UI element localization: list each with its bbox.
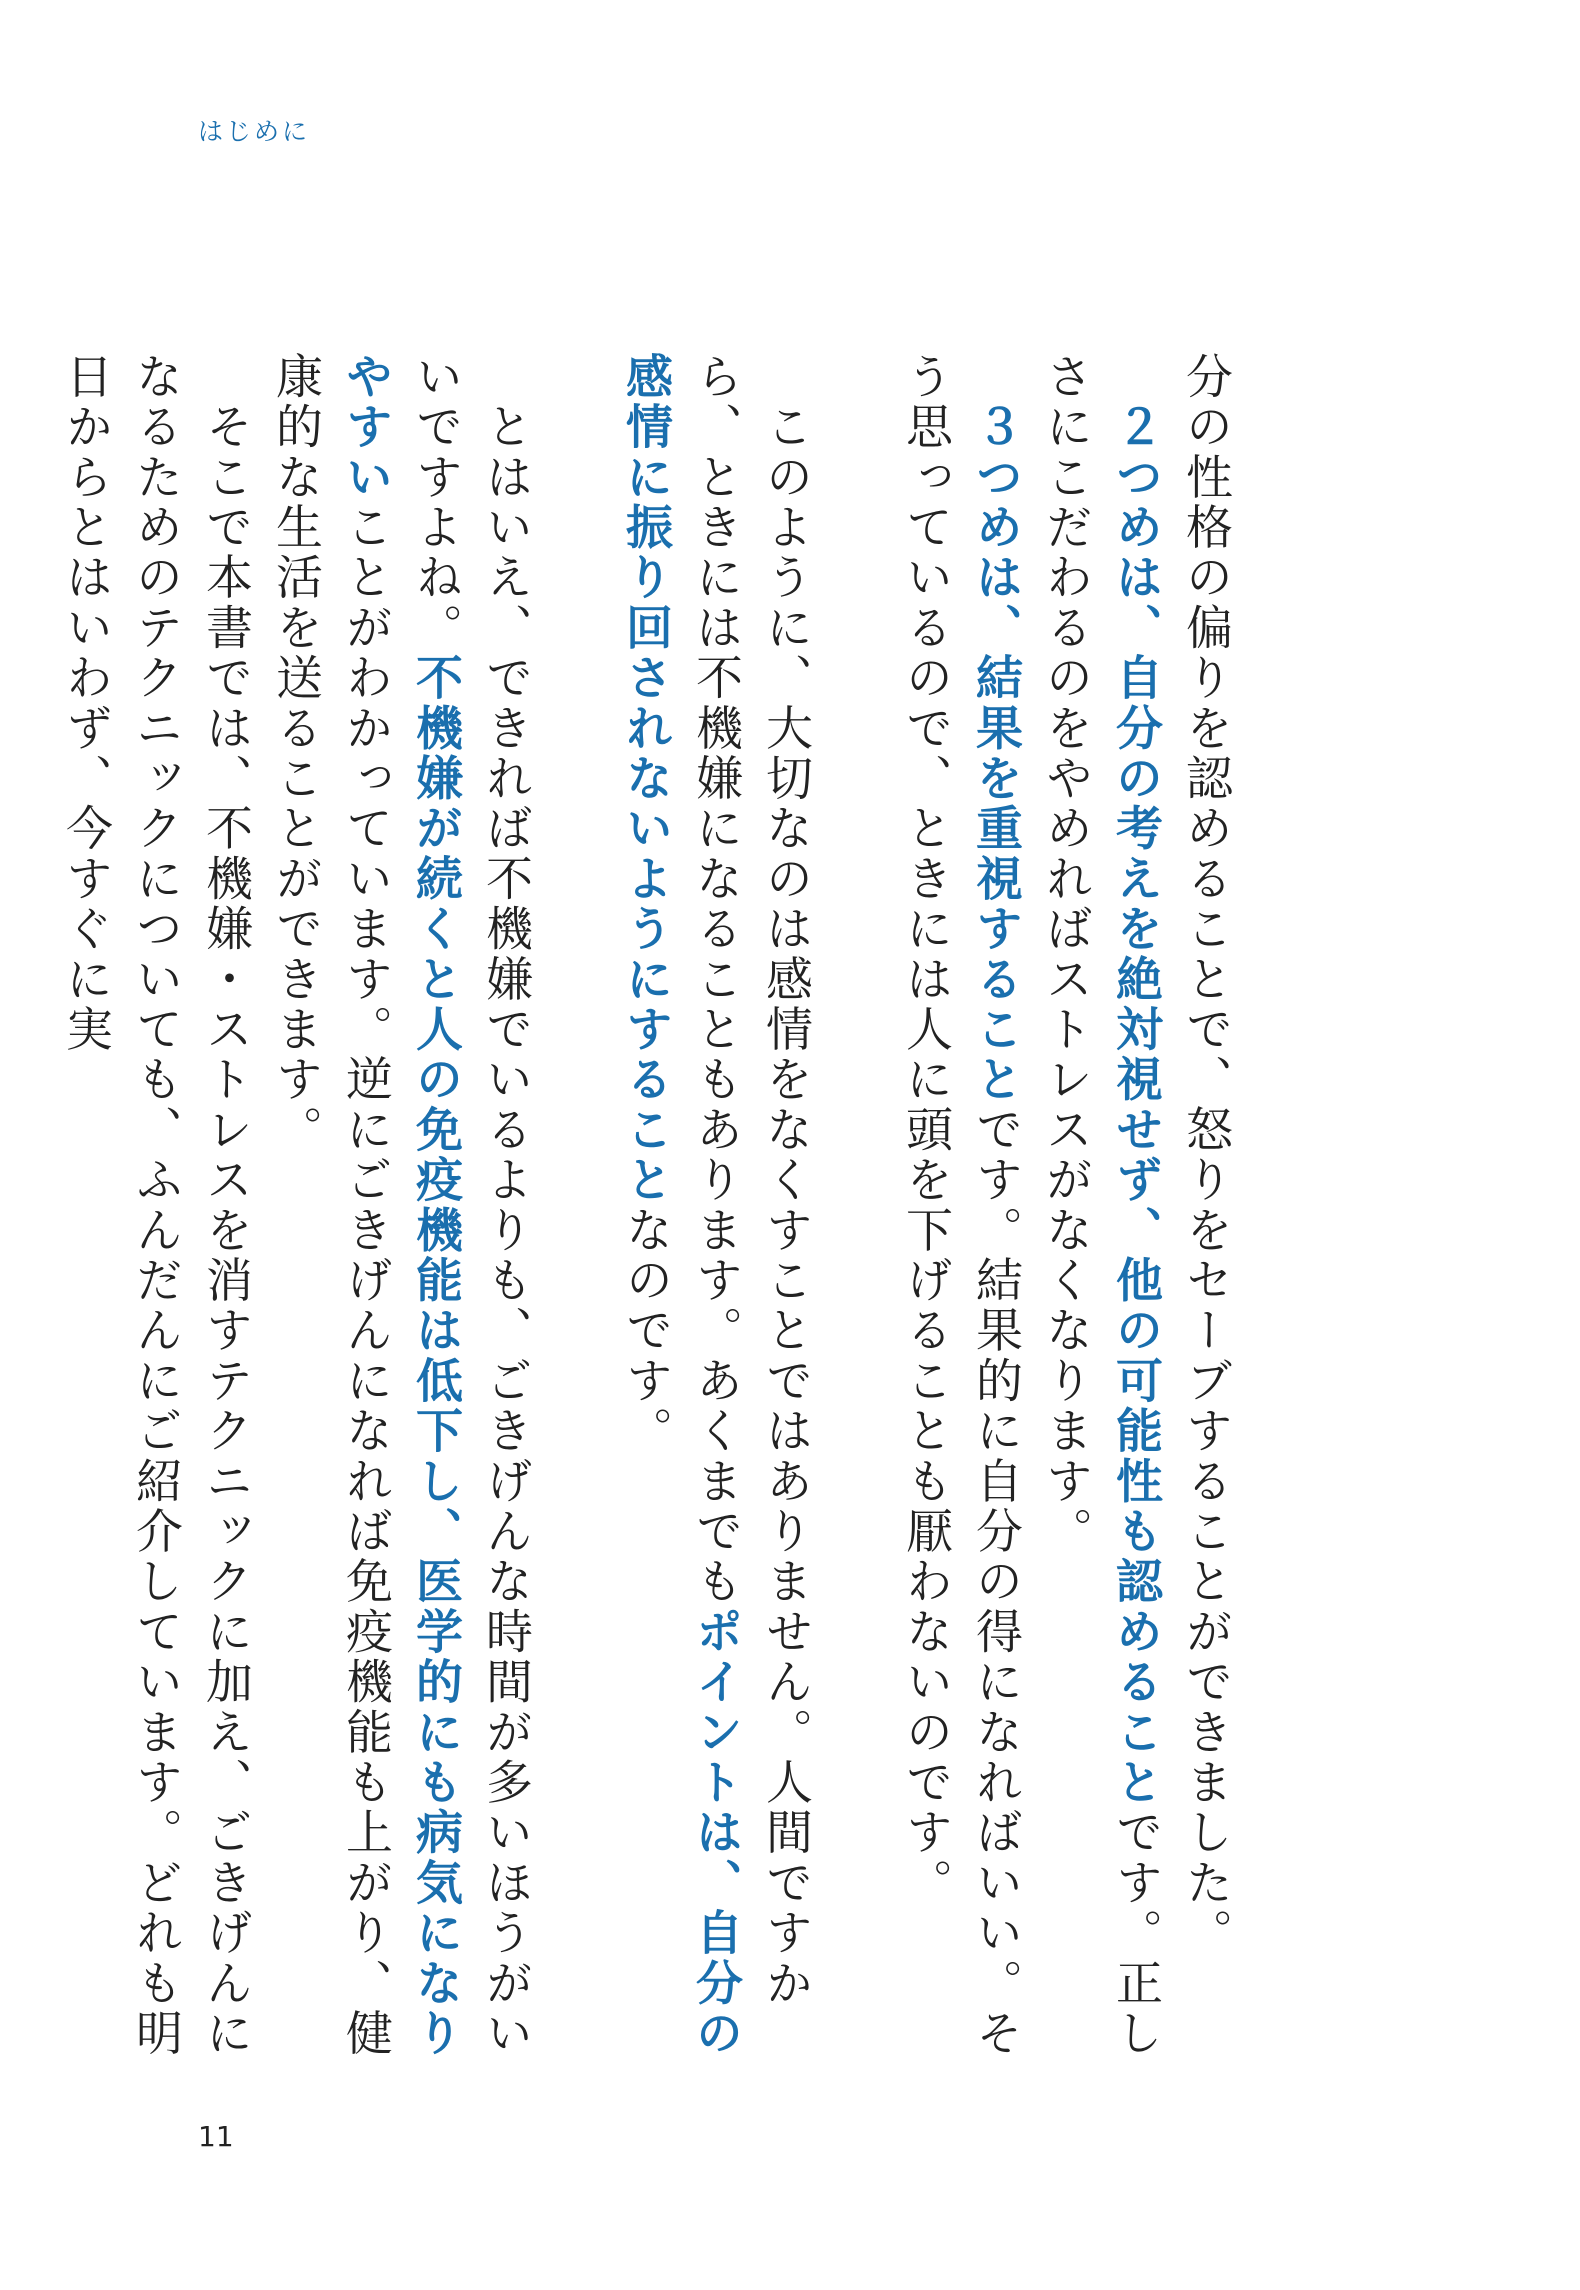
paragraph-4 [610, 352, 820, 2107]
paragraph-2-highlight: ２つめは、自分の考えを絶対視せず、他の可能性も認めること [1108, 402, 1163, 1808]
paragraph-4-text-a: このように、大切なのは感情をなくすことではありません。人間ですから、ときには不機嫌になることもあります。あくまでも [688, 352, 813, 2009]
paragraph-2 [1030, 352, 1170, 2107]
paragraph-3-highlight: ３つめは、結果を重視すること [968, 402, 1023, 1106]
paragraph-5-text-a: とはいえ、できれば不機嫌でいるよりも、ごきげんな時間が多いほうがいいですよね。 [408, 352, 533, 2059]
paragraph-6 [50, 352, 260, 2107]
paragraph-4-highlight: ポイントは、自分の感情に振り回されないようにすること [618, 352, 743, 2059]
paragraph-5-text-b: ことがわかっています。逆にごきげんになれば免疫機能も上がり、健康的な生活を送ることができます。 [268, 352, 393, 2059]
paragraph-1 [1170, 352, 1240, 2107]
paragraph-5-highlight: 不機嫌が続くと人の免疫機能は低下し、医学的にも病気になりやすい [338, 352, 463, 2059]
paragraph-1-text: 分の性格の偏りを認めることで、怒りをセーブすることができました。 [1178, 352, 1233, 1959]
running-head: はじめに [198, 117, 311, 146]
paragraph-2-text: です。正しさにこだわるのをやめればストレスがなくなります。 [1038, 352, 1163, 2059]
body-text [58, 352, 1240, 2107]
paragraph-5 [260, 352, 540, 2107]
paragraph-3 [890, 352, 1030, 2107]
paragraph-4-text-b: なのです。 [618, 1205, 673, 1457]
page-number: 11 [198, 2120, 234, 2153]
paragraph-3-text: です。結果的に自分の得になればいい。そう思っているので、ときには人に頭を下げることも厭わないのです。 [898, 352, 1023, 2059]
paragraph-6-text: そこで本書では、不機嫌・ストレスを消すテクニックに加え、ごきげんになるためのテクニックについても、ふんだんにご紹介しています。どれも明日からとはいわず、今すぐに実 [58, 352, 253, 2059]
